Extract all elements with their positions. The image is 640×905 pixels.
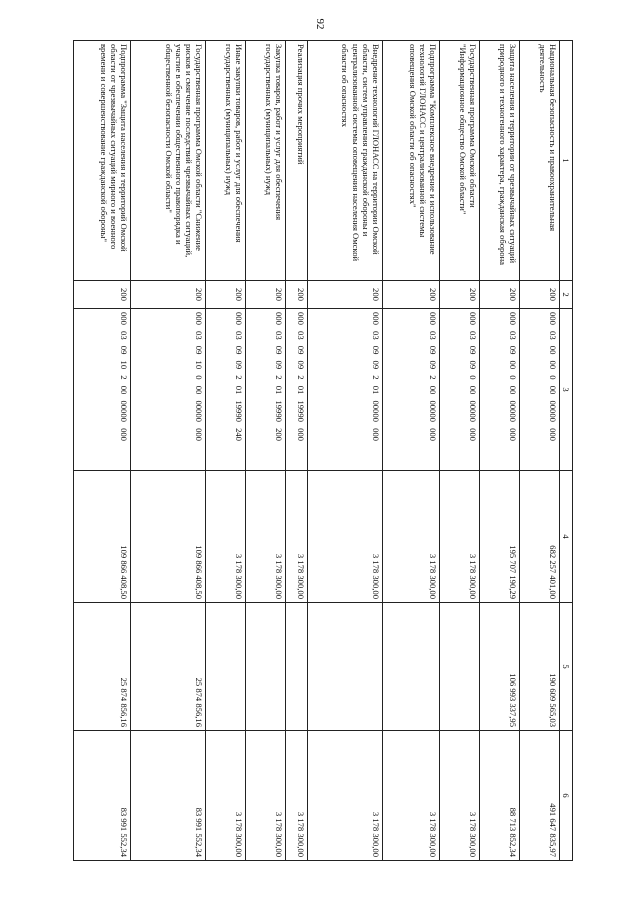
- row-amount-executed: 190 609 565,03: [519, 603, 559, 731]
- row-classification-code: 000 03 09 09 2 00 00000 000: [382, 309, 439, 471]
- row-name: Защита населения и территории от чрезвычайных ситуаций природного и техногенного характера, гражданская оборона: [480, 41, 520, 281]
- header-cell-6: 6: [559, 731, 572, 861]
- row-amount-remaining: 3 178 300,00: [308, 731, 383, 861]
- row-amount-planned: 3 178 300,00: [382, 471, 439, 603]
- row-amount-remaining: 3 178 300,00: [245, 731, 285, 861]
- row-admin-code: 200: [74, 281, 131, 309]
- row-name: Государственная программа Омской области "Информационное общество Омской области": [440, 41, 480, 281]
- row-amount-executed: [205, 603, 245, 731]
- row-admin-code: 200: [480, 281, 520, 309]
- row-name: Подпрограмма "Комплексное внедрение и использование технологий ГЛОНАСС и централизованной системы оповещения Омской области об опасностях": [382, 41, 439, 281]
- row-amount-executed: [440, 603, 480, 731]
- row-amount-planned: 3 178 300,00: [205, 471, 245, 603]
- rotated-table-area: [73, 40, 573, 860]
- row-amount-remaining: 491 647 835,97: [519, 731, 559, 861]
- row-amount-planned: 109 866 408,50: [74, 471, 131, 603]
- row-admin-code: 200: [205, 281, 245, 309]
- table-row: [74, 41, 131, 861]
- page-number: 92: [314, 18, 326, 30]
- row-classification-code: 000 03 09 10 2 00 00000 000: [74, 309, 131, 471]
- row-classification-code: 000 03 09 10 0 00 00000 000: [131, 309, 206, 471]
- row-amount-remaining: 3 178 300,00: [440, 731, 480, 861]
- table-row: [205, 41, 245, 861]
- row-admin-code: 200: [382, 281, 439, 309]
- header-cell-5: 5: [559, 603, 572, 731]
- header-cell-1: 1: [559, 41, 572, 281]
- row-classification-code: 000 03 09 00 0 00 00000 000: [480, 309, 520, 471]
- row-classification-code: 000 03 09 09 2 01 00000 000: [308, 309, 383, 471]
- row-amount-remaining: 88 713 852,34: [480, 731, 520, 861]
- row-admin-code: 200: [440, 281, 480, 309]
- table-row: [285, 41, 308, 861]
- header-cell-2: 2: [559, 281, 572, 309]
- row-amount-executed: [245, 603, 285, 731]
- row-amount-planned: 3 178 300,00: [245, 471, 285, 603]
- row-amount-planned: 195 707 190,29: [480, 471, 520, 603]
- row-classification-code: 000 03 09 09 2 01 19990 000: [285, 309, 308, 471]
- row-amount-remaining: 3 178 300,00: [205, 731, 245, 861]
- header-row: [559, 41, 572, 861]
- row-classification-code: 000 03 00 00 0 00 00000 000: [519, 309, 559, 471]
- row-name: Реализация прочих мероприятий: [285, 41, 308, 281]
- row-amount-executed: 25 874 856,16: [131, 603, 206, 731]
- row-name: Иные закупки товаров, работ и услуг для обеспечения государственных (муниципальных) нужд: [205, 41, 245, 281]
- row-admin-code: 200: [308, 281, 383, 309]
- header-cell-3: 3: [559, 309, 572, 471]
- table-row: [131, 41, 206, 861]
- row-name: Государственная программа Омской области "Снижение рисков и смягчение последствий чрезвычайных ситуаций, участие в обеспечении общественного правопорядка и общественной безопасности Омской области": [131, 41, 206, 281]
- header-cell-4: 4: [559, 471, 572, 603]
- row-amount-planned: 109 866 408,50: [131, 471, 206, 603]
- row-admin-code: 200: [131, 281, 206, 309]
- table-row: [519, 41, 559, 861]
- row-classification-code: 000 03 09 09 2 01 19990 240: [205, 309, 245, 471]
- row-amount-executed: 25 874 856,16: [74, 603, 131, 731]
- row-amount-remaining: 83 991 552,34: [131, 731, 206, 861]
- row-admin-code: 200: [519, 281, 559, 309]
- table-wrapper: [73, 40, 573, 860]
- row-amount-remaining: 3 178 300,00: [285, 731, 308, 861]
- row-amount-planned: 682 257 401,00: [519, 471, 559, 603]
- table-row: [382, 41, 439, 861]
- table-row: [480, 41, 520, 861]
- row-amount-executed: [308, 603, 383, 731]
- budget-table: [73, 40, 573, 861]
- table-row: [245, 41, 285, 861]
- row-name: Внедрение технологий ГЛОНАСС на территории Омской области, систем управления гражданской обороны и централизованной системы оповещения населения Омской области об опасностях: [308, 41, 383, 281]
- row-amount-planned: 3 178 300,00: [440, 471, 480, 603]
- row-amount-remaining: 83 991 552,34: [74, 731, 131, 861]
- row-amount-planned: 3 178 300,00: [285, 471, 308, 603]
- row-admin-code: 200: [245, 281, 285, 309]
- row-name: Закупка товаров, работ и услуг для обеспечения государственных (муниципальных) нужд: [245, 41, 285, 281]
- row-name: Национальная безопасность и правоохранительная деятельность: [519, 41, 559, 281]
- table-row: [440, 41, 480, 861]
- row-amount-remaining: 3 178 300,00: [382, 731, 439, 861]
- table-row: [308, 41, 383, 861]
- row-amount-executed: [382, 603, 439, 731]
- row-amount-planned: 3 178 300,00: [308, 471, 383, 603]
- row-admin-code: 200: [285, 281, 308, 309]
- row-amount-executed: [285, 603, 308, 731]
- row-classification-code: 000 03 09 09 2 01 19990 200: [245, 309, 285, 471]
- row-classification-code: 000 03 09 09 0 00 00000 000: [440, 309, 480, 471]
- row-amount-executed: 106 993 337,95: [480, 603, 520, 731]
- row-name: Подпрограмма "Защита населения и территорий Омской области от чрезвычайных ситуаций мирного и военного времени и совершенствование гражданской обороны": [74, 41, 131, 281]
